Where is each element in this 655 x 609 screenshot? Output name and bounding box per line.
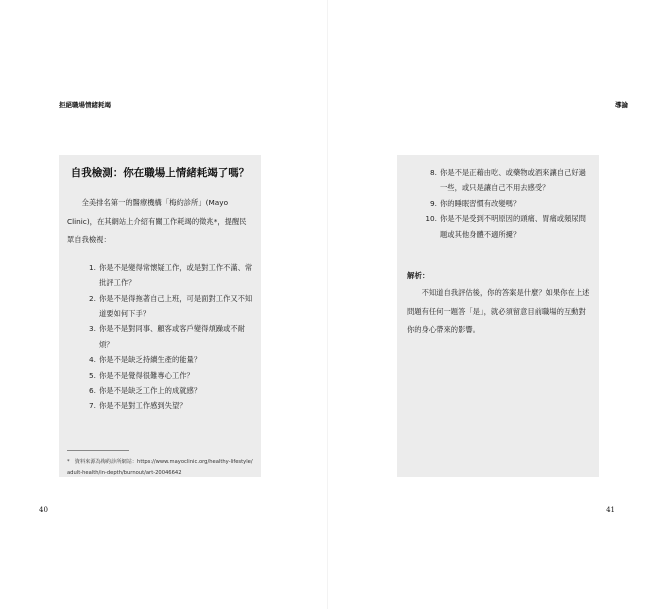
question-list bbox=[67, 260, 253, 414]
page-number: 40 bbox=[39, 506, 48, 514]
running-head: 導論 bbox=[615, 101, 628, 109]
question-number: 5. bbox=[89, 370, 96, 380]
self-check-box-continued bbox=[397, 155, 599, 477]
running-head: 拒絕職場情緒耗竭 bbox=[59, 101, 111, 109]
question-text: 你是不是覺得很難專心工作？ bbox=[99, 370, 194, 380]
question-number: 7. bbox=[89, 401, 96, 411]
question-item bbox=[84, 321, 253, 352]
question-item bbox=[84, 368, 253, 383]
question-number: 9. bbox=[430, 198, 437, 208]
question-number: 1. bbox=[89, 262, 96, 272]
footnote-divider bbox=[67, 450, 129, 451]
question-text: 你是不是變得常懷疑工作，或是對工作不滿、常批評工作？ bbox=[99, 262, 253, 288]
question-item bbox=[84, 398, 253, 413]
self-check-box bbox=[59, 155, 261, 477]
question-text: 你是不是對工作感到失望？ bbox=[99, 401, 187, 411]
question-text: 你的睡眠習慣有改變嗎？ bbox=[440, 198, 521, 208]
footnote: * 資料來源為梅約診所網站：https://www.mayoclinic.org/healthy-lifestyle/adult-health/in-depth/burnout/art-20046642 bbox=[67, 458, 253, 476]
question-text: 你是不是得拖著自己上班，可是面對工作又不知道要如何下手？ bbox=[99, 293, 253, 318]
right-page bbox=[328, 0, 655, 609]
question-number: 2. bbox=[89, 293, 96, 303]
question-item bbox=[84, 260, 253, 291]
question-item bbox=[84, 352, 253, 367]
question-text: 你是不是受到不明原因的頭痛、胃痛或頻尿問題或其他身體不適所擾？ bbox=[440, 214, 586, 239]
question-item bbox=[423, 196, 591, 211]
question-number: 8. bbox=[430, 168, 437, 177]
left-page bbox=[0, 0, 327, 609]
question-item bbox=[84, 383, 253, 398]
question-list bbox=[407, 165, 591, 242]
question-item bbox=[84, 291, 253, 322]
question-text: 你是不是對同事、顧客或客戶變得煩躁或不耐煩？ bbox=[99, 324, 245, 349]
page-number: 41 bbox=[606, 506, 615, 514]
question-number: 6. bbox=[89, 386, 96, 396]
question-item bbox=[423, 211, 591, 242]
analysis-label: 解析： bbox=[407, 271, 430, 281]
question-number: 3. bbox=[89, 324, 96, 334]
box-title: 自我檢測：你在職場上情緒耗竭了嗎？ bbox=[70, 167, 250, 179]
question-number: 10. bbox=[425, 214, 437, 224]
question-item bbox=[423, 165, 591, 196]
question-text: 你是不是缺乏工作上的成就感？ bbox=[99, 386, 202, 396]
question-text: 你是不是缺乏持續生產的能量？ bbox=[99, 355, 202, 365]
question-number: 4. bbox=[89, 355, 96, 365]
analysis-paragraph: 不知道自我評估後，你的答案是什麼？如果你在上述問題有任何一題答「是」，就必須留意目前職場的互動對你的身心帶來的影響。 bbox=[407, 288, 590, 335]
intro-paragraph: 全美排名第一的醫療機構「梅約診所」(Mayo Clinic)，在其網站上介紹有關工作耗竭的徵兆*，提醒民眾自我檢視： bbox=[67, 198, 247, 245]
question-text: 你是不是正藉由吃、或藥物或酒來讓自己好過一些，或只是讓自己不用去感受？ bbox=[440, 168, 586, 193]
